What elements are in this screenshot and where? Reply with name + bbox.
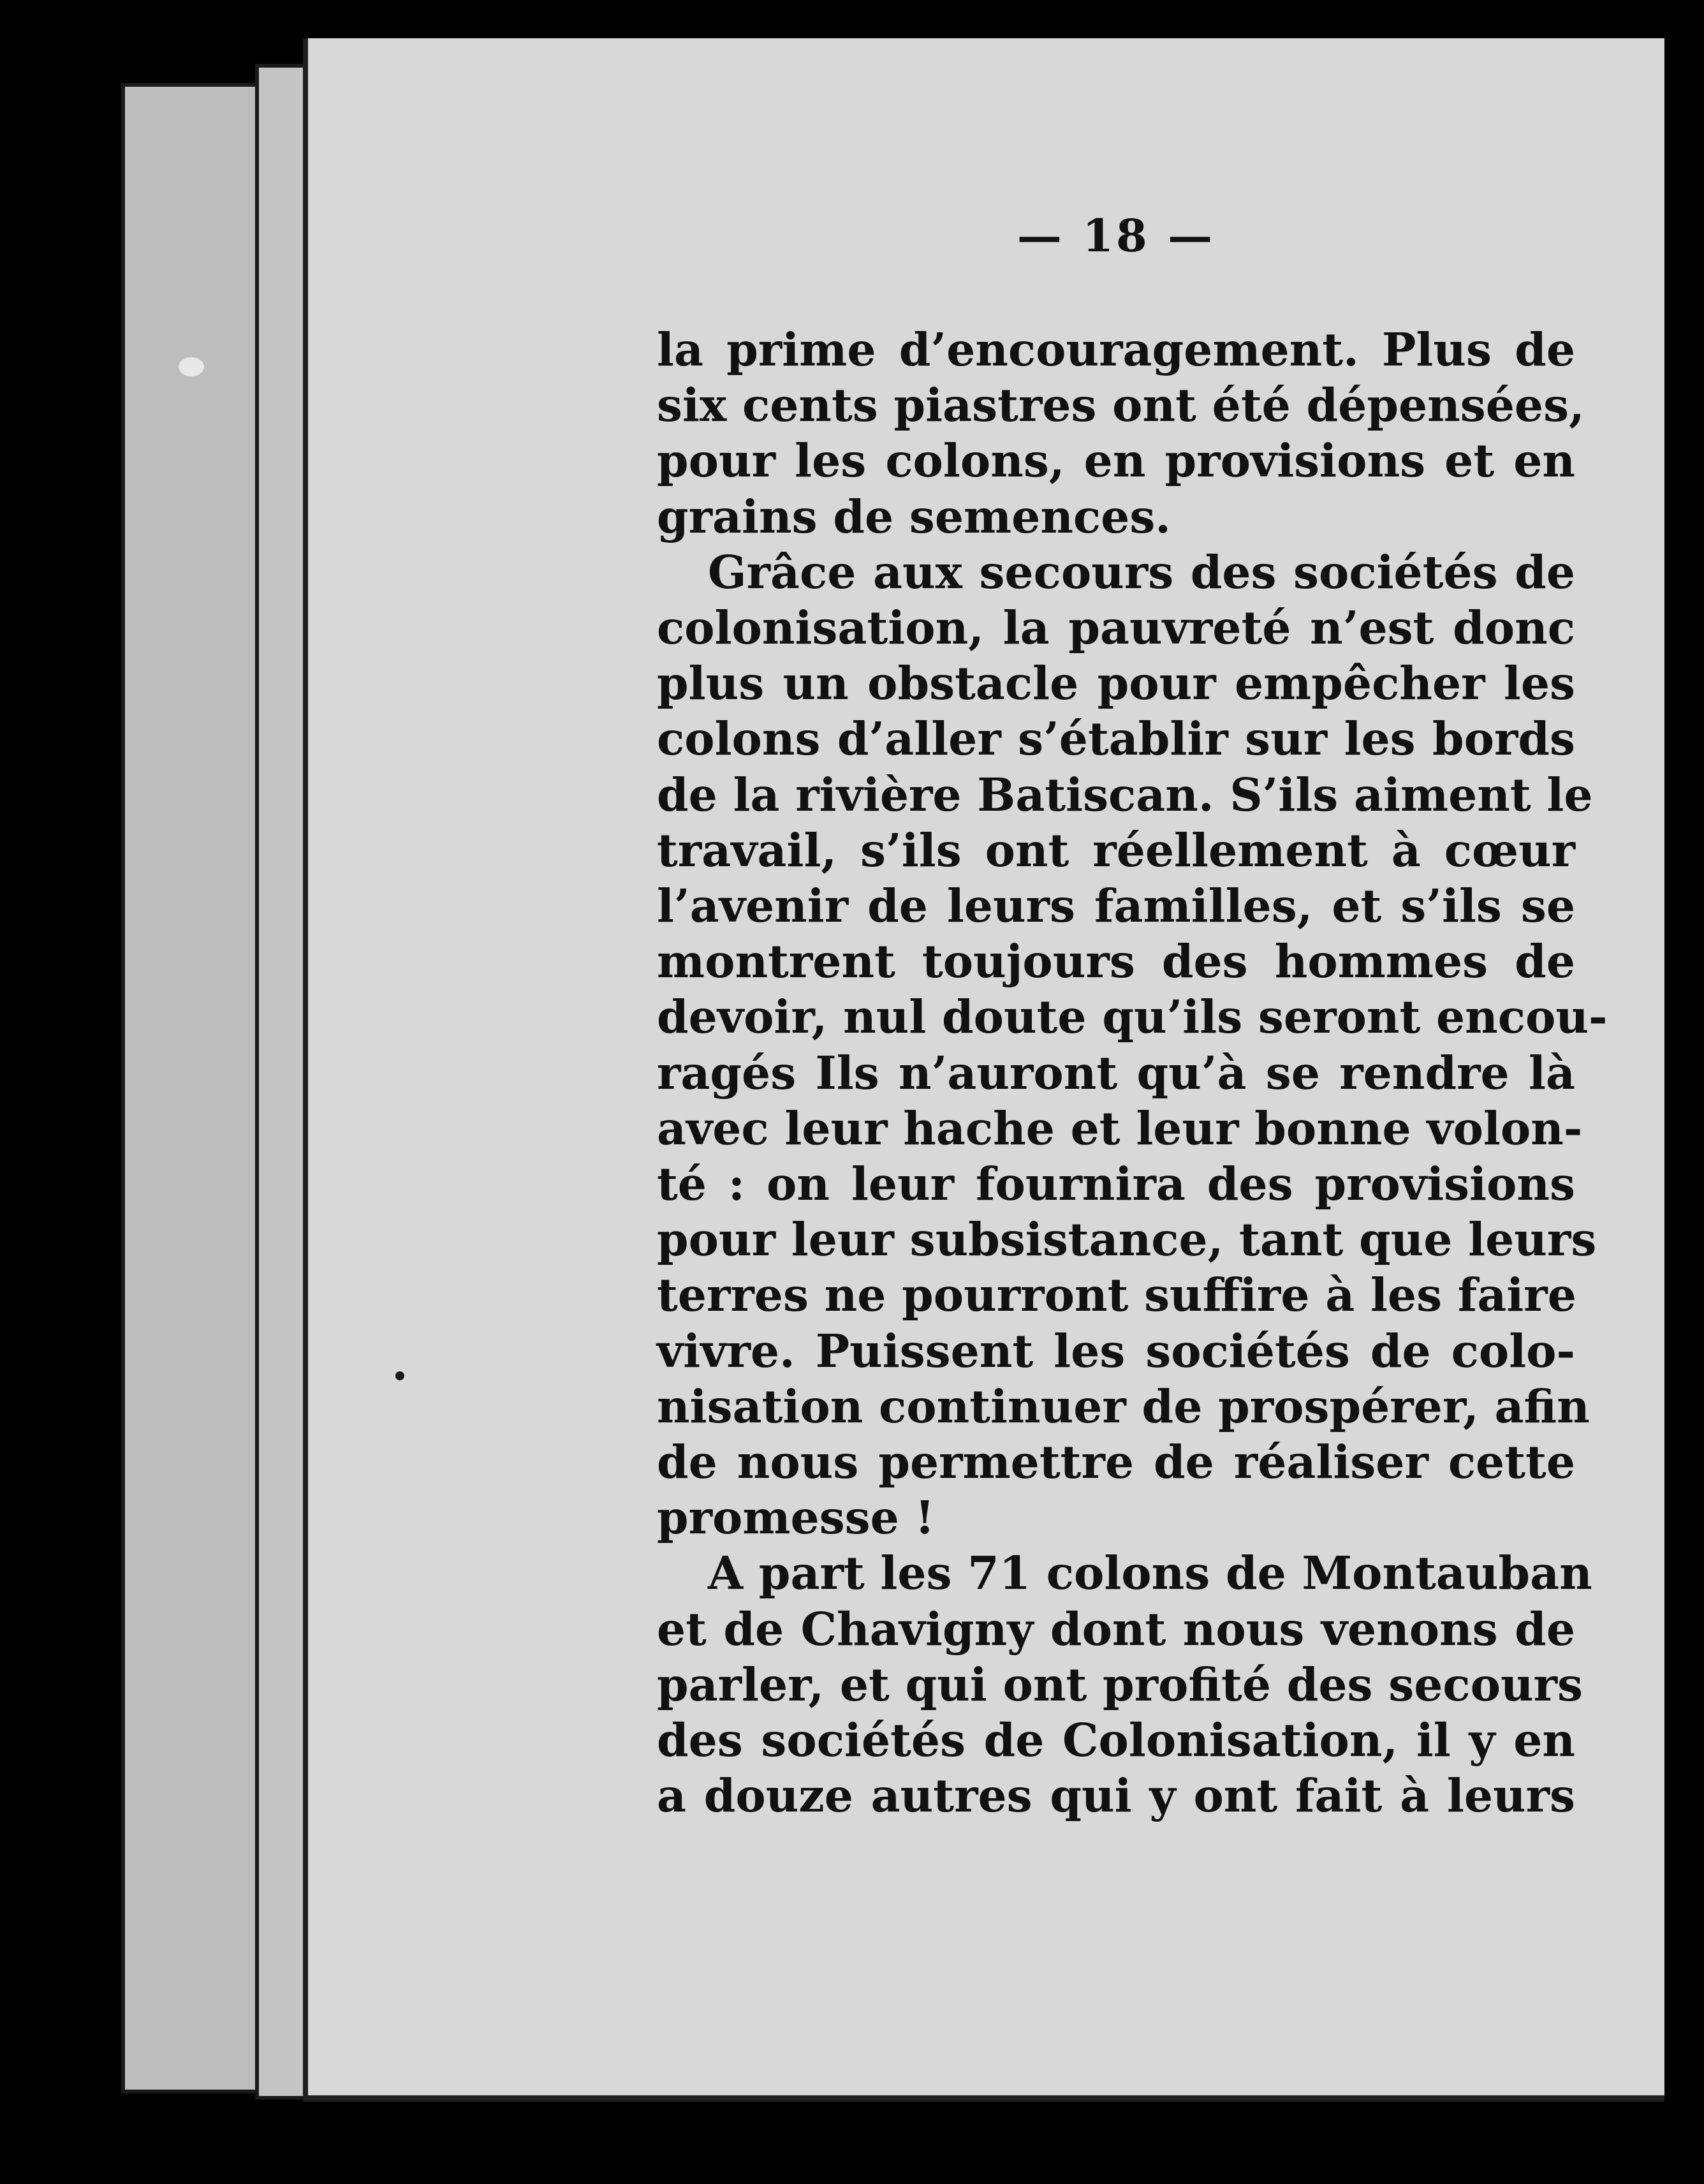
text-line: de la rivière Batiscan. S’ils aiment le bbox=[657, 767, 1593, 822]
text-line: parler, et qui ont profité des secours bbox=[657, 1657, 1583, 1711]
text-line: devoir, nul doute qu’ils seront encou- bbox=[657, 990, 1608, 1044]
text-line: avec leur hache et leur bonne volon- bbox=[657, 1101, 1583, 1155]
text-line: terres ne pourront suffire à les faire bbox=[657, 1268, 1576, 1322]
text-line: vivre. Puissent les sociétés de colo- bbox=[657, 1324, 1575, 1378]
ink-speck bbox=[395, 1371, 404, 1380]
text-line: la prime d’encouragement. Plus de bbox=[657, 323, 1575, 376]
text-line: l’avenir de leurs familles, et s’ils se bbox=[657, 879, 1575, 933]
text-line: pour les colons, en provisions et en bbox=[657, 434, 1575, 488]
text-line: travail, s’ils ont réellement à cœur bbox=[657, 823, 1575, 877]
text-line: A part les 71 colons de Montauban bbox=[708, 1546, 1592, 1600]
paper-speck bbox=[179, 357, 204, 376]
text-line: grains de semences. bbox=[657, 489, 1172, 543]
text-line: promesse ! bbox=[657, 1491, 935, 1545]
text-line: Grâce aux secours des sociétés de bbox=[708, 545, 1575, 599]
text-line: colons d’aller s’établir sur les bords bbox=[657, 712, 1575, 766]
text-line: colonisation, la pauvreté n’est donc bbox=[657, 601, 1575, 655]
body-text bbox=[657, 322, 1608, 1824]
text-line: de nous permettre de réaliser cette bbox=[657, 1435, 1575, 1489]
page-number: — 18 — bbox=[1017, 209, 1216, 262]
text-line: plus un obstacle pour empêcher les bbox=[657, 656, 1575, 711]
text-line: pour leur subsistance, tant que leurs bbox=[657, 1213, 1597, 1267]
text-line: ragés Ils n’auront qu’à se rendre là bbox=[657, 1045, 1575, 1100]
text-line: des sociétés de Colonisation, il y en bbox=[657, 1713, 1575, 1767]
text-line: et de Chavigny dont nous venons de bbox=[657, 1602, 1575, 1656]
text-line: té : on leur fournira des provisions bbox=[657, 1157, 1575, 1211]
text-line: six cents piastres ont été dépensées, bbox=[657, 378, 1585, 432]
text-line: nisation continuer de prospérer, afin bbox=[657, 1379, 1590, 1433]
text-line: a douze autres qui y ont fait à leurs bbox=[657, 1769, 1575, 1823]
text-line: montrent toujours des hommes de bbox=[657, 934, 1575, 989]
